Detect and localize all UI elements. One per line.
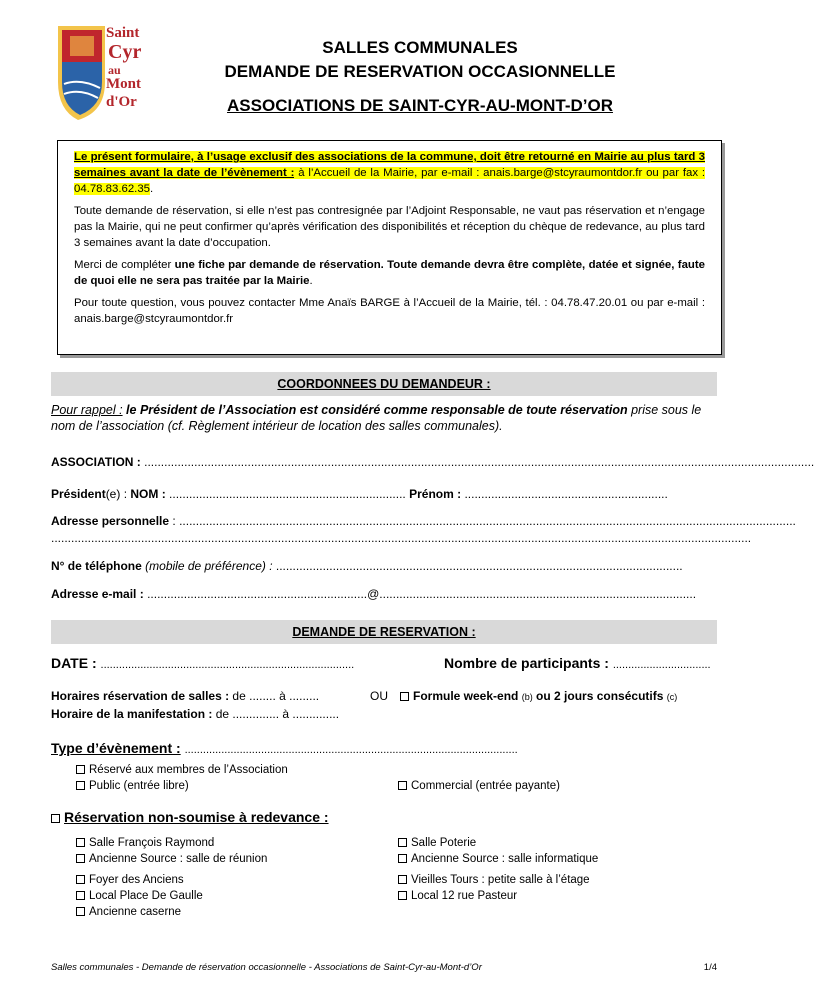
phone-label: N° de téléphone [51, 559, 142, 573]
info-paragraph-4: Pour toute question, vous pouvez contacter Mme Anaïs BARGE à l’Accueil de la Mairie, tél. : 04.78.47.20.01 ou par e-mail : anais.barge@stcyraumontdor.fr [74, 297, 705, 325]
members-checkbox[interactable] [76, 765, 85, 774]
nom-dots: ....................................................................... [169, 487, 406, 501]
logo-text-au: au [108, 63, 121, 77]
reminder-text [51, 402, 717, 434]
room-label: Local 12 rue Pasteur [411, 890, 518, 902]
info-p1-end: . [150, 183, 154, 195]
weekend-label: Formule week-end [413, 689, 519, 703]
info-p3-c: . [309, 275, 313, 287]
event-hours-field[interactable] [51, 707, 339, 722]
prenom-label: Prénom : [409, 487, 462, 501]
logo-text-cyr: Cyr [108, 41, 142, 63]
non-fee-label: Réservation non-soumise à redevance : [64, 809, 329, 825]
section-request-title: DEMANDE DE RESERVATION : [51, 620, 717, 644]
room-hours-values: de ........ à ......... [229, 689, 320, 703]
room-option-left-2[interactable] [76, 873, 184, 888]
page-footer [51, 962, 717, 973]
room-label: Local Place De Gaulle [89, 890, 203, 902]
president-field[interactable] [51, 486, 717, 502]
room-hours-label: Horaires réservation de salles : [51, 689, 230, 703]
room-label: Ancienne Source : salle de réunion [89, 853, 268, 865]
participants-label: Nombre de participants : [444, 655, 609, 671]
email-at: @ [367, 587, 380, 601]
logo-text-mont: Mont [106, 76, 141, 92]
room-label: Salle François Raymond [89, 837, 215, 849]
footer-text: Salles communales - Demande de réservation occasionnelle - Associations de Saint-Cyr-au-Mont-d’Or [51, 962, 482, 973]
address-dots: ......................................................................................................................................................................................... [179, 514, 796, 528]
room-checkbox[interactable] [76, 875, 85, 884]
non-fee-checkbox[interactable] [51, 814, 60, 823]
room-hours-field[interactable] [51, 689, 319, 704]
phone-dots: .......................................................................................................................... [275, 559, 683, 573]
option-members[interactable] [76, 763, 288, 778]
address-dots-2: .................................................................................................................................................................................................................. [51, 531, 752, 545]
nom-label: NOM : [130, 487, 166, 501]
room-label: Ancienne Source : salle informatique [411, 853, 599, 865]
info-p3-b: une fiche par demande de réservation. Toute demande devra être complète, datée et signée, faute de quoi elle ne sera pas traitée par la Mairie [74, 259, 705, 287]
email-field[interactable] [51, 586, 717, 602]
reminder-bold: le Président de l’Association est considéré comme responsable de toute réservation [122, 403, 628, 417]
info-box [57, 140, 722, 355]
room-option-right-3[interactable] [398, 889, 517, 904]
event-type-dots: ............................................................................................................. [184, 744, 518, 756]
email-label: Adresse e-mail : [51, 587, 144, 601]
room-option-left-1[interactable] [76, 852, 267, 867]
address-field[interactable] [51, 513, 796, 529]
members-label: Réservé aux membres de l’Association [89, 764, 288, 776]
room-checkbox[interactable] [76, 891, 85, 900]
option-public[interactable] [76, 779, 189, 794]
public-label: Public (entrée libre) [89, 780, 189, 792]
association-dots: ......................................................................................................................................................................................................... [144, 455, 814, 469]
email-dots-2: ............................................................................................... [379, 587, 697, 601]
date-field[interactable] [51, 656, 354, 673]
commercial-checkbox[interactable] [398, 781, 407, 790]
room-label: Ancienne caserne [89, 906, 182, 918]
event-type-field[interactable] [51, 741, 518, 758]
date-label: DATE : [51, 655, 97, 671]
logo-text-saint: Saint [106, 25, 140, 41]
room-label: Vieilles Tours : petite salle à l’étage [411, 874, 590, 886]
weekend-note-b: (b) [521, 692, 533, 702]
reminder-rest: prise sous le nom de l’association (cf. Règlement intérieur de location des salles communales). [51, 403, 702, 433]
room-option-left-0[interactable] [76, 836, 214, 851]
room-checkbox[interactable] [76, 854, 85, 863]
page-title-1: SALLES COMMUNALES [322, 38, 518, 57]
room-option-right-0[interactable] [398, 836, 476, 851]
weekend-option[interactable] [400, 689, 677, 705]
room-label: Salle Poterie [411, 837, 477, 849]
room-checkbox[interactable] [398, 838, 407, 847]
event-hours-label: Horaire de la manifestation : [51, 707, 213, 721]
email-dots-1: .................................................................. [147, 587, 368, 601]
room-label: Foyer des Anciens [89, 874, 184, 886]
event-type-label: Type d’évènement : [51, 740, 181, 756]
page-number: 1/4 [703, 962, 717, 973]
association-field[interactable] [51, 454, 814, 470]
president-label: Président [51, 487, 106, 501]
association-label: ASSOCIATION : [51, 455, 141, 469]
event-hours-values: de .............. à .............. [212, 707, 340, 721]
info-paragraph-2: Toute demande de réservation, si elle n’est pas contresignée par l’Adjoint Responsable, ne vaut pas réservation et n’engage pas la Mairie, qui ne peut confirmer qu’après vérification des disponibilités et réception du chèque de redevance, au plus tard 3 semaines avant la date d’occupation. [74, 205, 705, 249]
commercial-label: Commercial (entrée payante) [411, 780, 560, 792]
info-p3-a: Merci de compléter [74, 259, 175, 271]
info-p1-rest: à l’Accueil de la Mairie, par e-mail : anais.barge@stcyraumontdor.fr ou par fax : 04.78.83.62.35 [74, 167, 705, 195]
weekend-checkbox[interactable] [400, 692, 409, 701]
room-option-left-4[interactable] [76, 905, 181, 920]
info-p1-bold: Le présent formulaire, à l’usage exclusif des associations de la commune, doit être retourné en Mairie au plus tard 3 semaines avant la date de l’évènement : [74, 151, 705, 179]
room-option-right-1[interactable] [398, 852, 598, 867]
room-checkbox[interactable] [398, 891, 407, 900]
section-applicant-title: COORDONNEES DU DEMANDEUR : [51, 372, 717, 396]
reminder-label: Pour rappel : [51, 403, 123, 417]
room-option-left-3[interactable] [76, 889, 203, 904]
page-title-2: DEMANDE DE RESERVATION OCCASIONNELLE [224, 62, 616, 81]
room-checkbox[interactable] [76, 907, 85, 916]
participants-dots: ................................ [612, 659, 711, 671]
address-field-line2[interactable] [51, 530, 752, 546]
room-option-right-2[interactable] [398, 873, 590, 888]
address-sep: : [169, 514, 176, 528]
prenom-dots: ............................................................. [464, 487, 668, 501]
non-fee-option[interactable] [51, 810, 329, 825]
consecutive-label: ou 2 jours consécutifs [532, 689, 664, 703]
page-title-3: ASSOCIATIONS DE SAINT-CYR-AU-MONT-D’OR [227, 96, 613, 115]
president-suffix: (e) : [105, 487, 131, 501]
municipality-logo [50, 22, 150, 122]
phone-note: (mobile de préférence) : [141, 559, 273, 573]
consecutive-note-c: (c) [666, 692, 678, 702]
room-checkbox[interactable] [398, 875, 407, 884]
room-checkbox[interactable] [76, 838, 85, 847]
room-checkbox[interactable] [398, 854, 407, 863]
logo-text-dor: d'Or [106, 94, 137, 110]
option-commercial[interactable] [398, 779, 560, 794]
phone-field[interactable] [51, 558, 717, 574]
or-label: OU [370, 689, 388, 703]
address-label: Adresse personnelle [51, 514, 170, 528]
info-paragraph-1 [74, 149, 705, 197]
info-paragraph-3 [74, 257, 705, 289]
participants-field[interactable] [444, 656, 711, 673]
public-checkbox[interactable] [76, 781, 85, 790]
date-dots: ................................................................................... [100, 659, 355, 671]
